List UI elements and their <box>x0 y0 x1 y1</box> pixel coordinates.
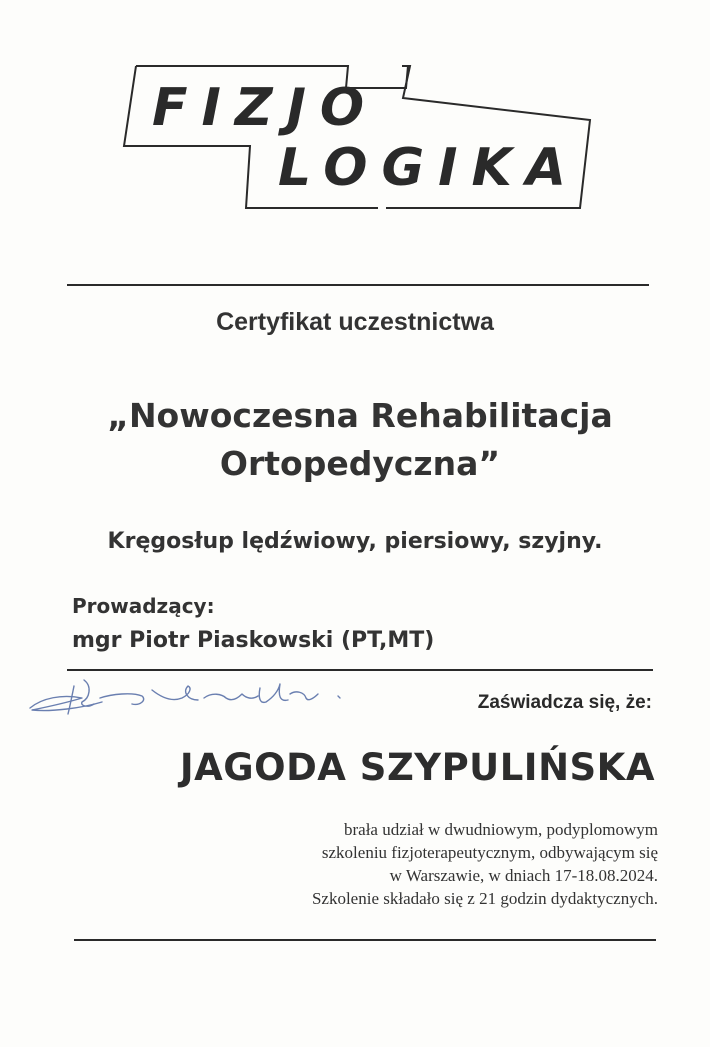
logo-line-1: FIZJO <box>152 78 379 138</box>
instructor-label: Prowadzący: <box>72 594 215 618</box>
description-line: Szkolenie składało się z 21 godzin dydaktycznych. <box>311 889 658 908</box>
description-line: szkoleniu fizjoterapeutycznym, odbywającym się <box>321 843 658 862</box>
logo-line-2: LOGIKA <box>278 138 581 198</box>
certifies-text: Zaświadcza się, że: <box>477 692 652 713</box>
certificate-heading: Certyfikat uczestnictwa <box>216 308 494 336</box>
description-line: brała udział w dwudniowym, podyplomowym <box>344 820 658 839</box>
fizjologika-logo <box>118 58 593 213</box>
divider-bottom <box>74 939 656 941</box>
participation-description <box>238 818 658 910</box>
course-subtitle: Kręgosłup lędźwiowy, piersiowy, szyjny. <box>107 529 603 554</box>
course-title-line-1: „Nowoczesna Rehabilitacja <box>107 396 613 435</box>
instructor-name: mgr Piotr Piaskowski (PT,MT) <box>72 628 435 653</box>
participant-name: JAGODA SZYPULIŃSKA <box>179 746 655 789</box>
divider-top <box>67 284 649 286</box>
course-title-line-2: Ortopedyczna” <box>219 444 501 483</box>
description-line: w Warszawie, w dniach 17-18.08.2024. <box>389 866 658 885</box>
course-title <box>60 392 660 488</box>
instructor-signature <box>22 668 352 724</box>
